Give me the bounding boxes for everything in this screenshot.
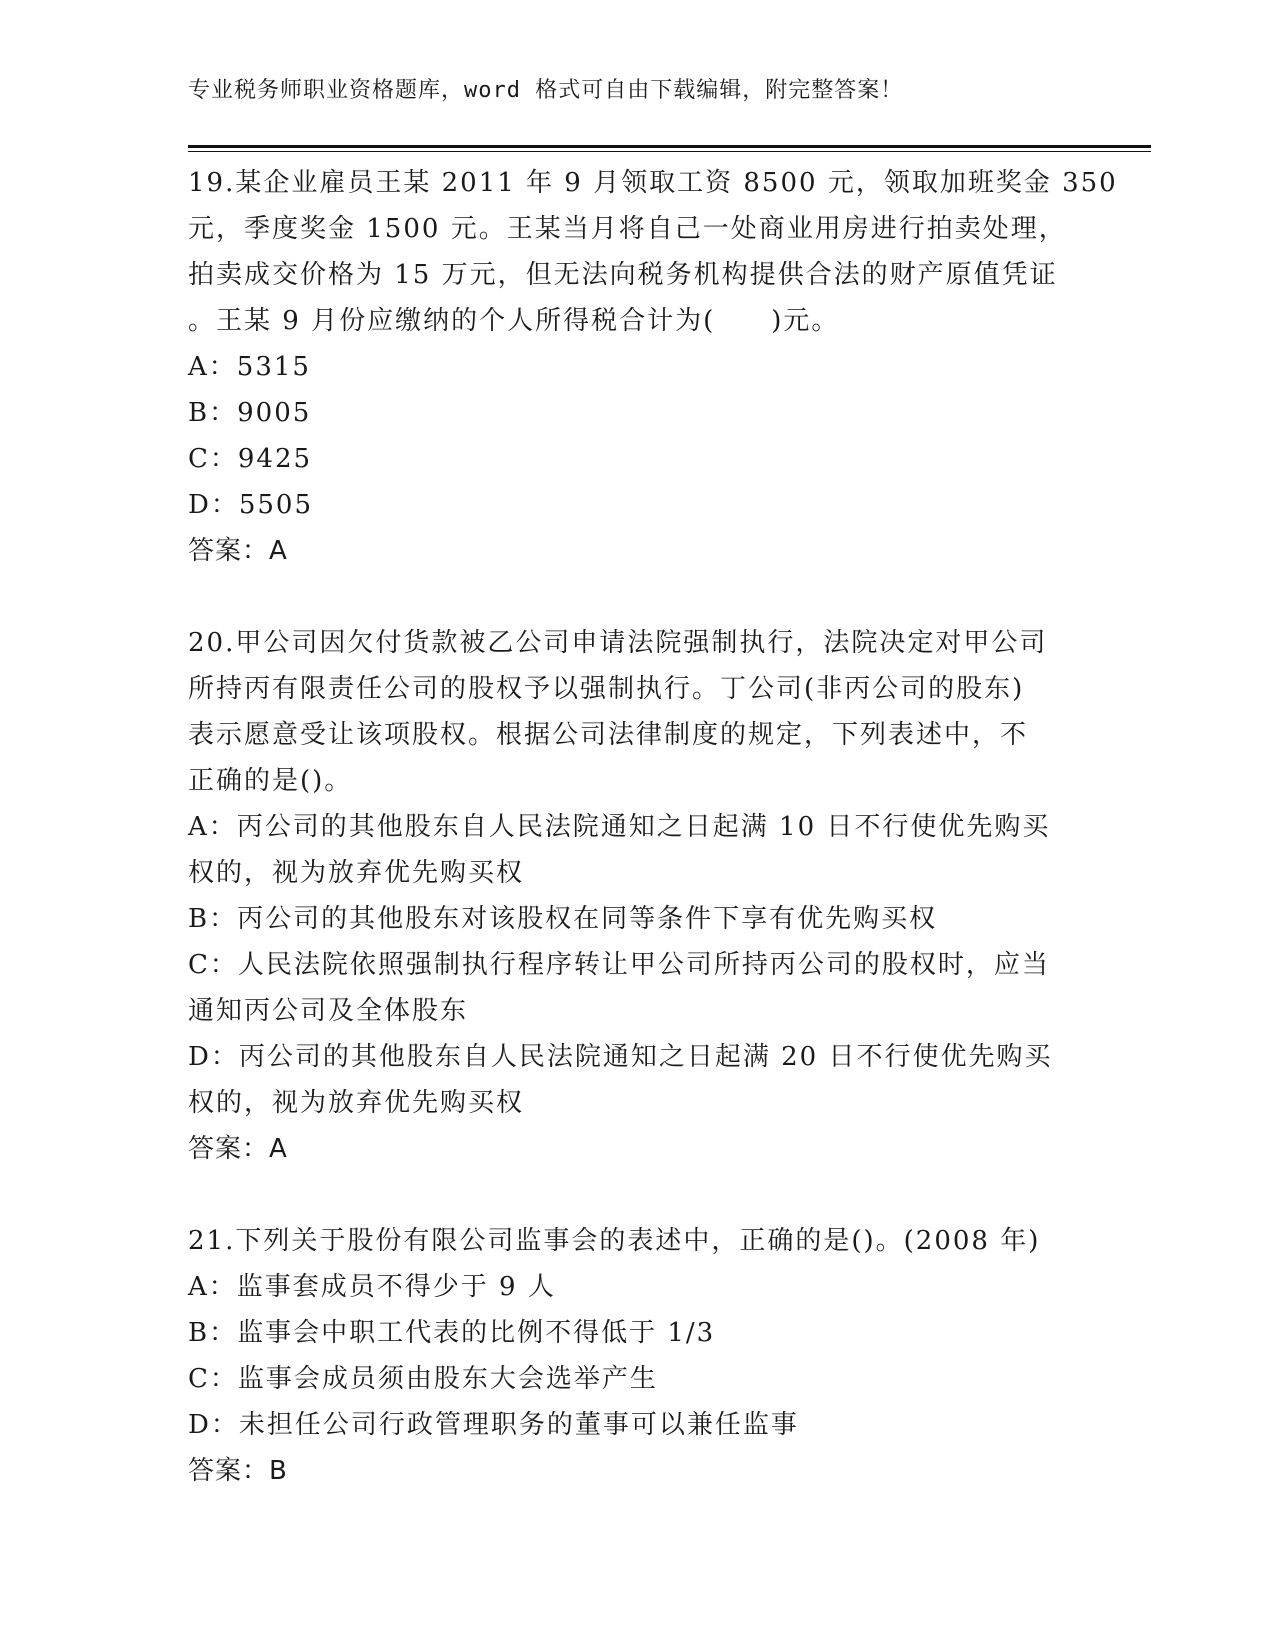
option-d: D：未担任公司行政管理职务的董事可以兼任监事 <box>188 1410 799 1440</box>
page-header: 专业税务师职业资格题库，word 格式可自由下载编辑，附完整答案！ <box>188 78 904 103</box>
option-a: A：丙公司的其他股东自人民法院通知之日起满 10 日不行使优先购买 <box>188 812 1051 842</box>
question-21 <box>188 1218 1078 1494</box>
header-rule-thick <box>188 145 1151 148</box>
answer-label: 答案：A <box>188 536 288 566</box>
question-19 <box>188 160 1118 574</box>
option-b: B：监事会中职工代表的比例不得低于 1/3 <box>188 1318 716 1348</box>
option-c-continued: 通知丙公司及全体股东 <box>188 996 469 1026</box>
question-stem-line: 拍卖成交价格为 15 万元，但无法向税务机构提供合法的财产原值凭证 <box>188 260 1058 290</box>
option-c: C：人民法院依照强制执行程序转让甲公司所持丙公司的股权时，应当 <box>188 950 1050 980</box>
option-c: C：监事会成员须由股东大会选举产生 <box>188 1364 658 1394</box>
question-spacer <box>188 1172 1078 1218</box>
option-a-continued: 权的，视为放弃优先购买权 <box>188 858 525 888</box>
option-b: B：9005 <box>188 398 312 428</box>
question-list <box>188 160 1118 1494</box>
header-rule-thin <box>188 151 1151 152</box>
question-stem-line: 元，季度奖金 1500 元。王某当月将自己一处商业用房进行拍卖处理， <box>188 214 1067 244</box>
option-d-continued: 权的，视为放弃优先购买权 <box>188 1088 525 1118</box>
option-a: A：监事套成员不得少于 9 人 <box>188 1272 556 1302</box>
answer-label: 答案：B <box>188 1456 288 1486</box>
question-stem-line: 20.甲公司因欠付货款被乙公司申请法院强制执行，法院决定对甲公司 <box>188 628 1048 658</box>
option-a: A：5315 <box>188 352 311 382</box>
question-stem-line: 正确的是()。 <box>188 766 353 796</box>
option-d: D：5505 <box>188 490 314 520</box>
question-spacer <box>188 574 1078 620</box>
question-stem-line: 所持丙有限责任公司的股权予以强制执行。丁公司(非丙公司的股东) <box>188 674 1025 704</box>
option-c: C：9425 <box>188 444 313 474</box>
question-20 <box>188 620 1078 1172</box>
option-d: D：丙公司的其他股东自人民法院通知之日起满 20 日不行使优先购买 <box>188 1042 1053 1072</box>
question-stem-line: 。王某 9 月份应缴纳的个人所得税合计为( )元。 <box>188 306 840 336</box>
option-b: B：丙公司的其他股东对该股权在同等条件下享有优先购买权 <box>188 904 938 934</box>
question-stem-line: 表示愿意受让该项股权。根据公司法律制度的规定，下列表述中，不 <box>188 720 1029 750</box>
question-stem-line: 19.某企业雇员王某 2011 年 9 月领取工资 8500 元，领取加班奖金 350 <box>188 168 1118 198</box>
answer-label: 答案：A <box>188 1134 288 1164</box>
question-stem-line: 21.下列关于股份有限公司监事会的表述中，正确的是()。(2008 年) <box>188 1226 1041 1256</box>
